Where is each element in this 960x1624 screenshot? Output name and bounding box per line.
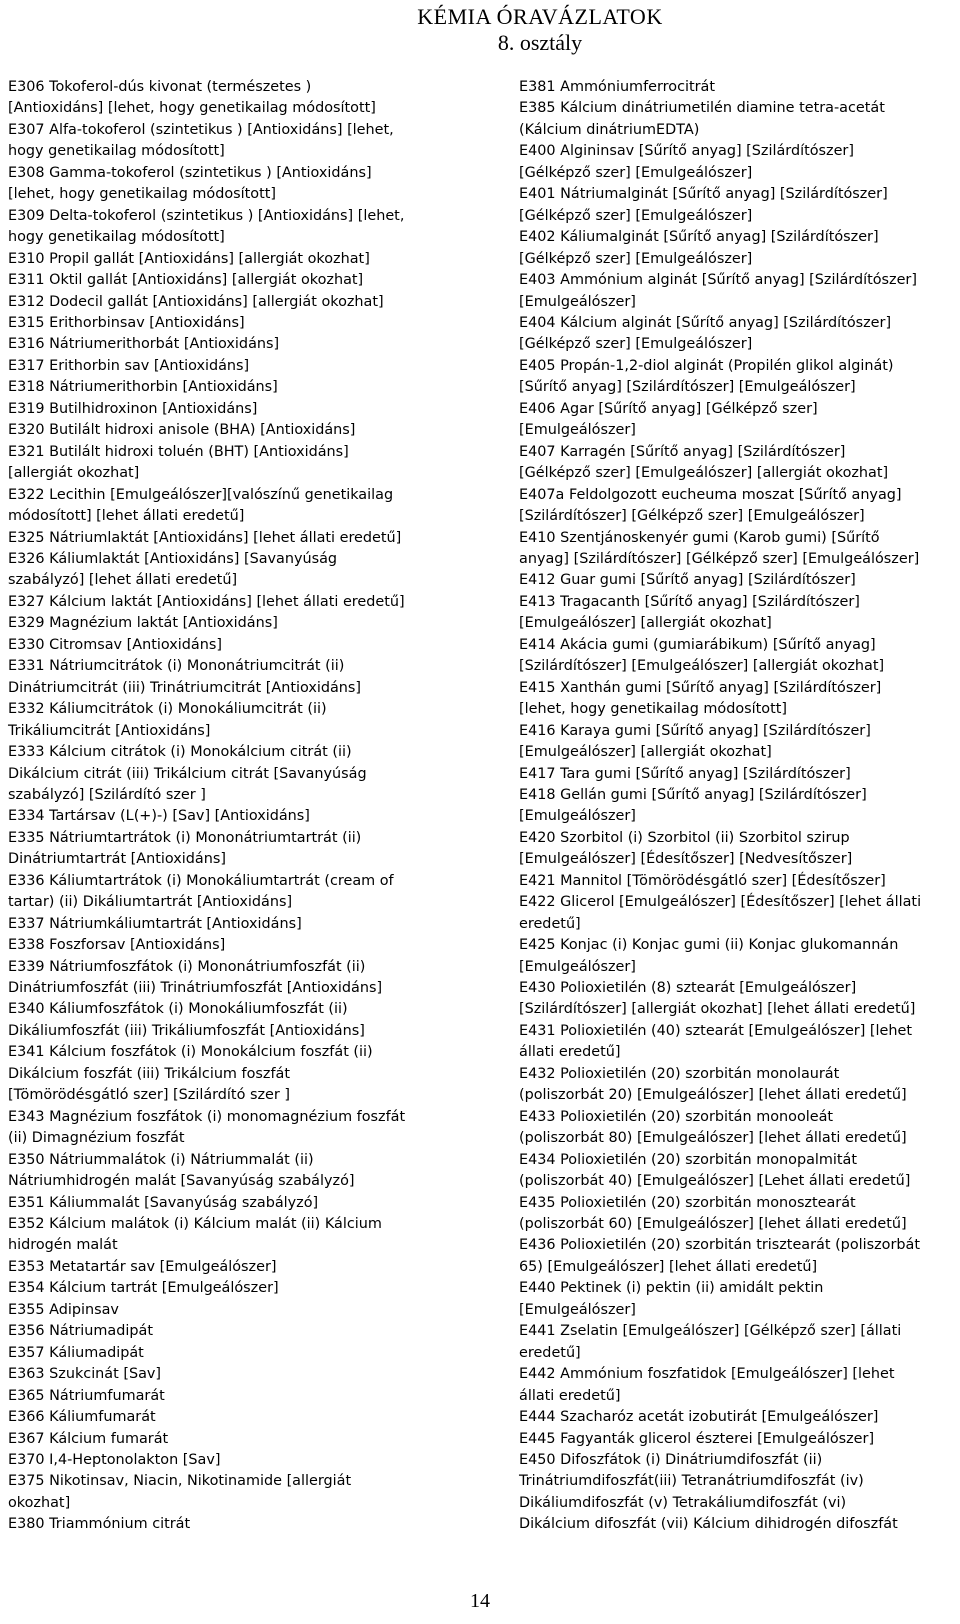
text-line: E415 Xanthán gumi [Sűrítő anyag] [Szilárdítószer] (519, 679, 882, 696)
text-line: Dinátriumtartrát [Antioxidáns] (8, 851, 226, 868)
text-line: [Gélképző szer] [Emulgeálószer] [allergiát okozhat] (519, 465, 889, 482)
text-line: E407a Feldolgozott eucheuma moszat [Sűrítő anyag] (519, 486, 902, 503)
text-line: Trinátriumdifoszfát(iii) Tetranátriumdifoszfát (iv) (519, 1473, 864, 1490)
text-line: Dinátriumfoszfát (iii) Trinátriumfoszfát [Antioxidáns] (8, 980, 383, 997)
text-line: E319 Butilhidroxinon [Antioxidáns] (8, 400, 258, 417)
text-line: E442 Ammónium foszfatidok [Emulgeálószer] [lehet (519, 1366, 895, 1383)
text-line: E318 Nátriumerithorbin [Antioxidáns] (8, 379, 278, 396)
text-line: [Emulgeálószer] (519, 958, 636, 975)
text-line: E366 Káliumfumarát (8, 1409, 156, 1426)
text-line: E430 Polioxietilén (8) sztearát [Emulgeálószer] (519, 980, 857, 997)
text-line: E410 Szentjánoskenyér gumi (Karob gumi) [Sűrítő (519, 529, 880, 546)
text-line: E432 Polioxietilén (20) szorbitán monolaurát (519, 1065, 840, 1082)
text-line: E405 Propán-1,2-diol alginát (Propilén glikol alginát) (519, 357, 894, 374)
text-line: Dikáliumdifoszfát (v) Tetrakáliumdifoszfát (vi) (519, 1494, 847, 1511)
text-line: E321 Butilált hidroxi toluén (BHT) [Antioxidáns] (8, 443, 349, 460)
text-line: (poliszorbát 80) [Emulgeálószer] [lehet állati eredetű] (519, 1130, 907, 1147)
text-line: hogy genetikailag módosított] (8, 229, 225, 246)
text-line: [Emulgeálószer] [allergiát okozhat] (519, 615, 772, 632)
text-line: Nátriumhidrogén malát [Savanyúság szabályzó] (8, 1173, 355, 1190)
text-line: [Gélképző szer] [Emulgeálószer] (519, 336, 753, 353)
text-line: E401 Nátriumalginát [Sűrítő anyag] [Szilárdítószer] (519, 186, 888, 203)
text-line: E350 Nátriummalátok (i) Nátriummalát (ii) (8, 1151, 314, 1168)
text-line: E355 Adipinsav (8, 1301, 119, 1318)
text-line: okozhat] (8, 1494, 71, 1511)
text-line: E431 Polioxietilén (40) sztearát [Emulgeálószer] [lehet (519, 1022, 912, 1039)
text-line: anyag] [Szilárdítószer] [Gélképző szer] [Emulgeálószer] (519, 550, 920, 567)
text-line: [lehet, hogy genetikailag módosított] (519, 701, 788, 718)
text-line: E307 Alfa-tokoferol (szintetikus ) [Antioxidáns] [lehet, (8, 121, 394, 138)
text-line: E385 Kálcium dinátriumetilén diamine tetra-acetát (519, 100, 885, 117)
text-line: E320 Butilált hidroxi anisole (BHA) [Antioxidáns] (8, 422, 356, 439)
text-line: [Emulgeálószer] [Édesítőszer] [Nedvesítőszer] (519, 851, 853, 868)
text-line: [Gélképző szer] [Emulgeálószer] (519, 250, 753, 267)
text-line: E341 Kálcium foszfátok (i) Monokálcium foszfát (ii) (8, 1044, 373, 1061)
text-line: E353 Metatartár sav [Emulgeálószer] (8, 1258, 277, 1275)
page-number: 14 (470, 1590, 490, 1612)
text-line: eredetű] (519, 915, 581, 932)
text-line: E351 Káliummalát [Savanyúság szabályzó] (8, 1194, 319, 1211)
text-line: [Emulgeálószer] [allergiát okozhat] (519, 744, 772, 761)
text-line: E404 Kálcium alginát [Sűrítő anyag] [Szilárdítószer] (519, 314, 892, 331)
right-column (519, 77, 955, 1536)
text-line: E380 Triammónium citrát (8, 1516, 191, 1533)
text-line: (ii) Dimagnézium foszfát (8, 1130, 185, 1147)
text-line: E339 Nátriumfoszfátok (i) Mononátriumfoszfát (ii) (8, 958, 366, 975)
left-column (8, 77, 444, 1536)
text-line: E400 Algininsav [Sűrítő anyag] [Szilárdítószer] (519, 143, 854, 160)
text-line: E357 Káliumadipát (8, 1344, 144, 1361)
text-line: E335 Nátriumtartrátok (i) Mononátriumtartrát (ii) (8, 829, 362, 846)
text-line: [Gélképző szer] [Emulgeálószer] (519, 207, 753, 224)
text-line: (Kálcium dinátriumEDTA) (519, 121, 700, 138)
text-line: E440 Pektinek (i) pektin (ii) amidált pektin (519, 1280, 824, 1297)
text-line: E441 Zselatin [Emulgeálószer] [Gélképző szer] [állati (519, 1323, 902, 1340)
text-line: Dikálcium citrát (iii) Trikálcium citrát [Savanyúság (8, 765, 367, 782)
text-line: Dikálcium foszfát (iii) Trikálcium foszfát (8, 1065, 290, 1082)
text-line: E327 Kálcium laktát [Antioxidáns] [lehet állati eredetű] (8, 593, 405, 610)
text-line: E375 Nikotinsav, Niacin, Nikotinamide [allergiát (8, 1473, 352, 1490)
text-line: E356 Nátriumadipát (8, 1323, 153, 1340)
text-line: E413 Tragacanth [Sűrítő anyag] [Szilárdítószer] (519, 593, 860, 610)
text-line: E315 Erithorbinsav [Antioxidáns] (8, 314, 245, 331)
text-line: E354 Kálcium tartrát [Emulgeálószer] (8, 1280, 279, 1297)
text-line: tartar) (ii) Dikáliumtartrát [Antioxidáns] (8, 894, 293, 911)
text-line: E433 Polioxietilén (20) szorbitán monooleát (519, 1108, 834, 1125)
text-line: [Emulgeálószer] (519, 808, 636, 825)
text-line: Dikáliumfoszfát (iii) Trikáliumfoszfát [Antioxidáns] (8, 1022, 365, 1039)
text-line: E425 Konjac (i) Konjac gumi (ii) Konjac glukomannán (519, 937, 899, 954)
text-line: E330 Citromsav [Antioxidáns] (8, 636, 222, 653)
text-line: E422 Glicerol [Emulgeálószer] [Édesítőszer] [lehet állati (519, 894, 922, 911)
text-line: E436 Polioxietilén (20) szorbitán trisztearát (poliszorbát (519, 1237, 920, 1254)
text-line: E418 Gellán gumi [Sűrítő anyag] [Szilárdítószer] (519, 786, 867, 803)
text-line: E381 Ammóniumferrocitrát (519, 79, 715, 95)
text-line: hogy genetikailag módosított] (8, 143, 225, 160)
text-line: E450 Difoszfátok (i) Dinátriumdifoszfát (ii) (519, 1452, 823, 1468)
text-line: E414 Akácia gumi (gumiarábikum) [Sűrítő anyag] (519, 636, 876, 653)
text-line: E333 Kálcium citrátok (i) Monokálcium citrát (ii) (8, 744, 352, 761)
text-line: E343 Magnézium foszfátok (i) monomagnézium foszfát (8, 1108, 406, 1125)
text-line: E317 Erithorbin sav [Antioxidáns] (8, 357, 250, 374)
text-line: [Emulgeálószer] (519, 422, 636, 439)
text-line: E334 Tartársav (L(+)-) [Sav] [Antioxidáns] (8, 808, 310, 825)
text-line: E406 Agar [Sűrítő anyag] [Gélképző szer] (519, 400, 818, 417)
text-line: E309 Delta-tokoferol (szintetikus ) [Antioxidáns] [lehet, (8, 207, 405, 224)
text-line: E444 Szacharóz acetát izobutirát [Emulgeálószer] (519, 1409, 879, 1426)
text-line: E336 Káliumtartrátok (i) Monokáliumtartrát (cream of (8, 872, 394, 889)
text-line: E310 Propil gallát [Antioxidáns] [allergiát okozhat] (8, 250, 370, 267)
text-line: (poliszorbát 60) [Emulgeálószer] [lehet állati eredetű] (519, 1216, 907, 1233)
text-line: E407 Karragén [Sűrítő anyag] [Szilárdítószer] (519, 443, 846, 460)
text-line: állati eredetű] (519, 1044, 621, 1061)
text-line: eredetű] (519, 1344, 581, 1361)
text-line: E370 I,4-Heptonolakton [Sav] (8, 1452, 221, 1468)
text-line: E412 Guar gumi [Sűrítő anyag] [Szilárdítószer] (519, 572, 856, 589)
text-line: módosított] [lehet állati eredetű] (8, 508, 245, 525)
text-line: [Szilárdítószer] [Emulgeálószer] [allergiát okozhat] (519, 658, 885, 675)
text-line: E352 Kálcium malátok (i) Kálcium malát (ii) Kálcium (8, 1216, 382, 1233)
text-line: E365 Nátriumfumarát (8, 1387, 165, 1404)
text-line: [Antioxidáns] [lehet, hogy genetikailag módosított] (8, 100, 376, 117)
text-line: (poliszorbát 40) [Emulgeálószer] [Lehet állati eredetű] (519, 1173, 911, 1190)
text-line: E308 Gamma-tokoferol (szintetikus ) [Antioxidáns] (8, 164, 372, 181)
text-line: [lehet, hogy genetikailag módosított] (8, 186, 277, 203)
text-line: E312 Dodecil gallát [Antioxidáns] [allergiát okozhat] (8, 293, 384, 310)
text-line: E338 Foszforsav [Antioxidáns] (8, 937, 226, 954)
text-line: szabályzó] [lehet állati eredetű] (8, 572, 238, 589)
page-header (0, 4, 960, 56)
text-line: E435 Polioxietilén (20) szorbitán monosztearát (519, 1194, 856, 1211)
text-line: E322 Lecithin [Emulgeálószer][valószínű genetikailag (8, 486, 394, 503)
text-line: E445 Fagyanták glicerol észterei [Emulgeálószer] (519, 1430, 875, 1447)
text-line: Dinátriumcitrát (iii) Trinátriumcitrát [Antioxidáns] (8, 679, 362, 696)
text-line: E325 Nátriumlaktát [Antioxidáns] [lehet állati eredetű] (8, 529, 402, 546)
text-line: [Szilárdítószer] [allergiát okozhat] [lehet állati eredetű] (519, 1001, 916, 1018)
page-subtitle: 8. osztály (497, 30, 583, 55)
text-line: (poliszorbát 20) [Emulgeálószer] [lehet állati eredetű] (519, 1087, 907, 1104)
text-line: [Emulgeálószer] (519, 1301, 636, 1318)
text-line: [Sűrítő anyag] [Szilárdítószer] [Emulgeálószer] (519, 379, 856, 396)
text-line: [allergiát okozhat] (8, 465, 140, 482)
text-line: E316 Nátriumerithorbát [Antioxidáns] (8, 336, 280, 353)
page-title: KÉMIA ÓRAVÁZLATOK (417, 4, 663, 29)
text-line: hidrogén malát (8, 1237, 118, 1254)
text-line: E403 Ammónium alginát [Sűrítő anyag] [Szilárdítószer] (519, 272, 917, 289)
text-line: Dikálcium difoszfát (vii) Kálcium dihidrogén difoszfát (519, 1516, 898, 1533)
text-line: E326 Káliumlaktát [Antioxidáns] [Savanyúság (8, 550, 338, 567)
text-line: E367 Kálcium fumarát (8, 1430, 169, 1447)
text-line: E434 Polioxietilén (20) szorbitán monopalmitát (519, 1151, 858, 1168)
text-line: [Gélképző szer] [Emulgeálószer] (519, 164, 753, 181)
text-line: E402 Káliumalginát [Sűrítő anyag] [Szilárdítószer] (519, 229, 879, 246)
text-line: E337 Nátriumkáliumtartrát [Antioxidáns] (8, 915, 302, 932)
text-line: E363 Szukcinát [Sav] (8, 1366, 162, 1383)
text-line: E332 Káliumcitrátok (i) Monokáliumcitrát (ii) (8, 701, 327, 718)
text-line: E421 Mannitol [Tömörödésgátló szer] [Édesítőszer] (519, 872, 886, 889)
text-line: szabályzó] [Szilárdító szer ] (8, 786, 206, 803)
text-line: [Tömörödésgátló szer] [Szilárdító szer ] (8, 1087, 290, 1104)
text-line: [Szilárdítószer] [Gélképző szer] [Emulgeálószer] (519, 508, 865, 525)
text-line: 65) [Emulgeálószer] [lehet állati eredetű] (519, 1258, 818, 1275)
text-line: E420 Szorbitol (i) Szorbitol (ii) Szorbitol szirup (519, 829, 850, 846)
text-line: E417 Tara gumi [Sűrítő anyag] [Szilárdítószer] (519, 765, 851, 782)
text-line: E331 Nátriumcitrátok (i) Mononátriumcitrát (ii) (8, 658, 345, 675)
text-line: állati eredetű] (519, 1387, 621, 1404)
text-line: [Emulgeálószer] (519, 293, 636, 310)
text-line: Trikáliumcitrát [Antioxidáns] (8, 722, 211, 739)
text-line: E416 Karaya gumi [Sűrítő anyag] [Szilárdítószer] (519, 722, 871, 739)
text-line: E329 Magnézium laktát [Antioxidáns] (8, 615, 278, 632)
text-line: E340 Káliumfoszfátok (i) Monokáliumfoszfát (ii) (8, 1001, 348, 1018)
text-line: E306 Tokoferol-dús kivonat (természetes ) (8, 79, 312, 95)
text-line: E311 Oktil gallát [Antioxidáns] [allergiát okozhat] (8, 272, 364, 289)
